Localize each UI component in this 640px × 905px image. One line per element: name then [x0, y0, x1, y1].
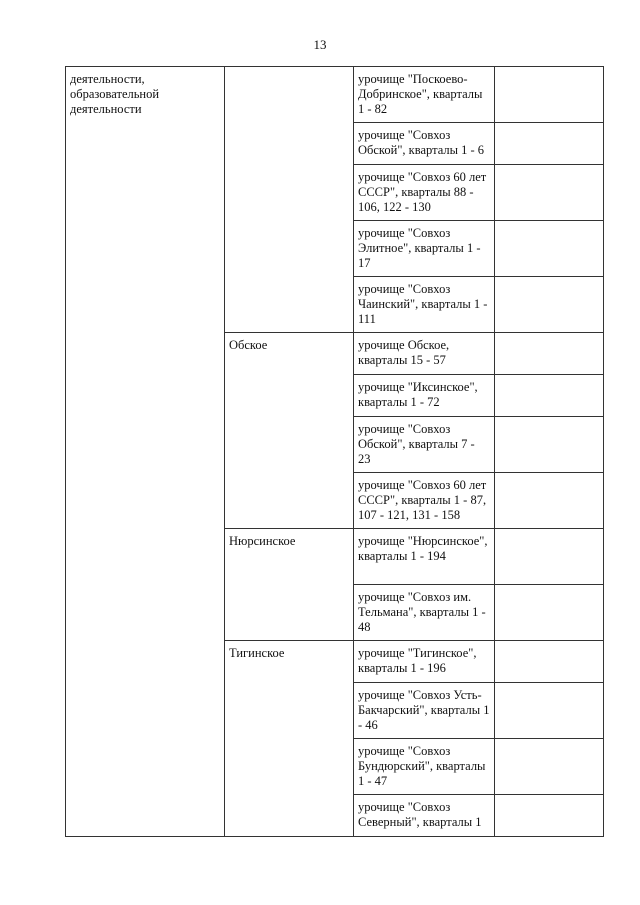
forest-tracts-table [65, 66, 604, 837]
note-cell [495, 641, 604, 683]
tract-cell: урочище "Совхоз Обской", кварталы 7 - 23 [354, 417, 495, 473]
purpose-text: деятельности, образовательной деятельности [70, 72, 160, 116]
tract-cell: урочище "Совхоз им. Тельмана", кварталы 1 - 48 [354, 585, 495, 641]
district-cell [225, 641, 354, 837]
note-cell [495, 529, 604, 585]
tract-cell: урочище "Тигинское", кварталы 1 - 196 [354, 641, 495, 683]
tract-cell: урочище "Совхоз Усть-Бакчарский", кварталы 1 - 46 [354, 683, 495, 739]
tract-cell: урочище "Совхоз Элитное", кварталы 1 - 17 [354, 221, 495, 277]
tract-cell: урочище "Нюрсинское", кварталы 1 - 194 [354, 529, 495, 585]
note-cell [495, 123, 604, 165]
tract-cell: урочище Обское, кварталы 15 - 57 [354, 333, 495, 375]
tract-cell: урочище "Совхоз Северный", кварталы 1 [354, 795, 495, 837]
note-cell [495, 585, 604, 641]
note-cell [495, 277, 604, 333]
tract-cell: урочище "Поскоево-Добринское", кварталы 1 - 82 [354, 67, 495, 123]
note-cell [495, 417, 604, 473]
note-cell [495, 473, 604, 529]
district-name: Обское [229, 338, 268, 352]
note-cell [495, 221, 604, 277]
tract-cell: урочище "Совхоз Чаинский", кварталы 1 - 111 [354, 277, 495, 333]
tract-cell: урочище "Совхоз 60 лет СССР", кварталы 1 - 87, 107 - 121, 131 - 158 [354, 473, 495, 529]
district-name: Тигинское [229, 646, 285, 660]
note-cell [495, 67, 604, 123]
note-cell [495, 683, 604, 739]
district-cell [225, 333, 354, 529]
tract-cell: урочище "Совхоз Бундюрский", кварталы 1 - 47 [354, 739, 495, 795]
district-name: Нюрсинское [229, 534, 296, 548]
purpose-cell [66, 67, 225, 837]
tract-cell: урочище "Совхоз Обской", кварталы 1 - 6 [354, 123, 495, 165]
district-cell [225, 529, 354, 641]
note-cell [495, 795, 604, 837]
tract-cell: урочище "Иксинское", кварталы 1 - 72 [354, 375, 495, 417]
district-cell [225, 67, 354, 333]
note-cell [495, 739, 604, 795]
page-number: 13 [313, 37, 327, 52]
note-cell [495, 333, 604, 375]
note-cell [495, 165, 604, 221]
note-cell [495, 375, 604, 417]
tract-cell: урочище "Совхоз 60 лет СССР", кварталы 88 - 106, 122 - 130 [354, 165, 495, 221]
